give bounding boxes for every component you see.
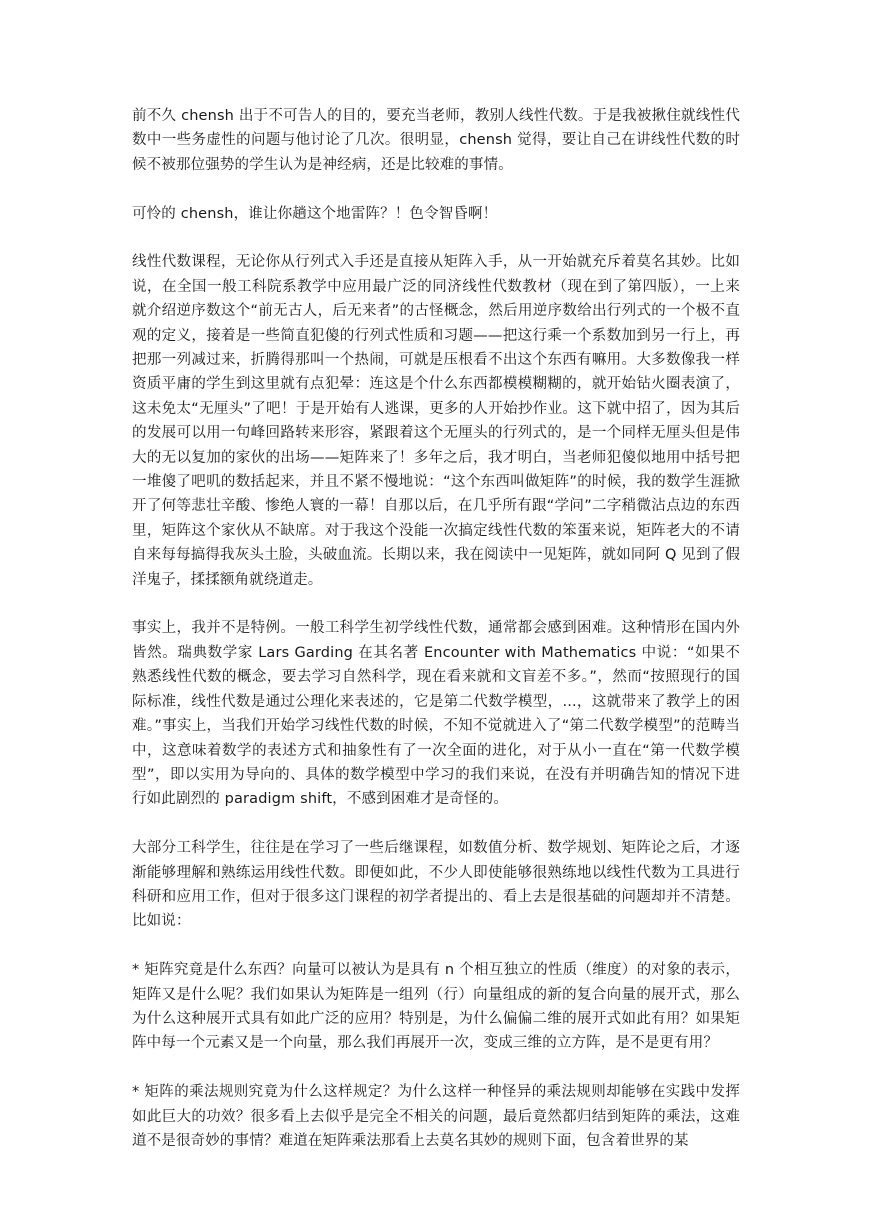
paragraph-linear-algebra-course: 线性代数课程，无论你从行列式入手还是直接从矩阵入手，从一开始就充斥着莫名其妙。比如说，在全国一般工科院系教学中应用最广泛的同济线性代数教材（现在到了第四版），一上来就介绍逆序数这个“前无古人，后无来者”的古怪概念，然后用逆序数给出行列式的一个极不直观的定义，接着是一些简直犯傻的行列式性质和习题——把这行乘一个系数加到另一行上，再把那一列减过来，折腾得那叫一个热闹，可就是压根看不出这个东西有嘛用。大多数像我一样资质平庸的学生到这里就有点犯晕：连这是个什么东西都模模糊糊的，就开始钻火圈表演了，这未免太“无厘头”了吧！于是开始有人逃课，更多的人开始抄作业。这下就中招了，因为其后的发展可以用一句峰回路转来形容，紧跟着这个无厘头的行列式的，是一个同样无厘头但是伟大的无以复加的家伙的出场——矩阵来了！多年之后，我才明白，当老师犯傻似地用中括号把一堆傻了吧叽的数括起来，并且不紧不慢地说：“这个东西叫做矩阵”的时候，我的数学生涯掀开了何等悲壮辛酸、惨绝人寰的一幕！自那以后，在几乎所有跟“学问”二字稍微沾点边的东西里，矩阵这个家伙从不缺席。对于我这个没能一次搞定线性代数的笨蛋来说，矩阵老大的不请自来每每搞得我灰头土脸，头破血流。长期以来，我在阅读中一见矩阵，就如同阿 Q 见到了假洋鬼子，揉揉额角就绕道走。 xyxy=(132,254,740,588)
paragraph-engineering-students: 大部分工科学生，往往是在学习了一些后继课程，如数值分析、数学规划、矩阵论之后，才逐渐能够理解和熟练运用线性代数。即便如此，不少人即使能够很熟练地以线性代数为工具进行科研和应用工作，但对于很多这门课程的初学者提出的、看上去是很基础的问题却并不清楚。比如说： xyxy=(132,840,740,930)
paragraph-exclamation: 可怜的 chensh，谁让你趟这个地雷阵？！色令智昏啊！ xyxy=(132,205,498,222)
paragraph-question-matrix: * 矩阵究竟是什么东西？向量可以被认为是具有 n 个相互独立的性质（维度）的对象的表示，矩阵又是什么呢？我们如果认为矩阵是一组列（行）向量组成的新的复合向量的展开式，那么为什么这种展开式具有如此广泛的应用？特别是，为什么偏偏二维的展开式如此有用？如果矩阵中每一个元素又是一个向量，那么我们再展开一次，变成三维的立方阵，是不是更有用？ xyxy=(132,962,740,1052)
document-body xyxy=(132,104,740,1153)
paragraph-intro: 前不久 chensh 出于不可告人的目的，要充当老师，教别人线性代数。于是我被揪住就线性代数中一些务虚性的问题与他讨论了几次。很明显，chensh 觉得，要让自己在讲线性代数的时候不被那位强势的学生认为是神经病，还是比较难的事情。 xyxy=(132,108,740,173)
paragraph-question-multiplication: * 矩阵的乘法规则究竟为什么这样规定？为什么这样一种怪异的乘法规则却能够在实践中发挥如此巨大的功效？很多看上去似乎是完全不相关的问题，最后竟然都归结到矩阵的乘法，这难道不是很奇妙的事情？难道在矩阵乘法那看上去莫名其妙的规则下面，包含着世界的某 xyxy=(132,1084,740,1149)
paragraph-not-special-case: 事实上，我并不是特例。一般工科学生初学线性代数，通常都会感到困难。这种情形在国内外皆然。瑞典数学家 Lars Garding 在其名著 Encounter with Mathematics 中说：“如果不熟悉线性代数的概念，要去学习自然科学，现在看来就和文盲差不多。”，然而“按照现行的国际标准，线性代数是通过公理化来表述的，它是第二代数学模型，...，这就带来了教学上的困难。”事实上，当我们开始学习线性代数的时候，不知不觉就进入了“第二代数学模型”的范畴当中，这意味着数学的表述方式和抽象性有了一次全面的进化，对于从小一直在“第一代数学模型”，即以实用为导向的、具体的数学模型中学习的我们来说，在没有并明确告知的情况下进行如此剧烈的 paradigm shift，不感到困难才是奇怪的。 xyxy=(132,620,740,808)
